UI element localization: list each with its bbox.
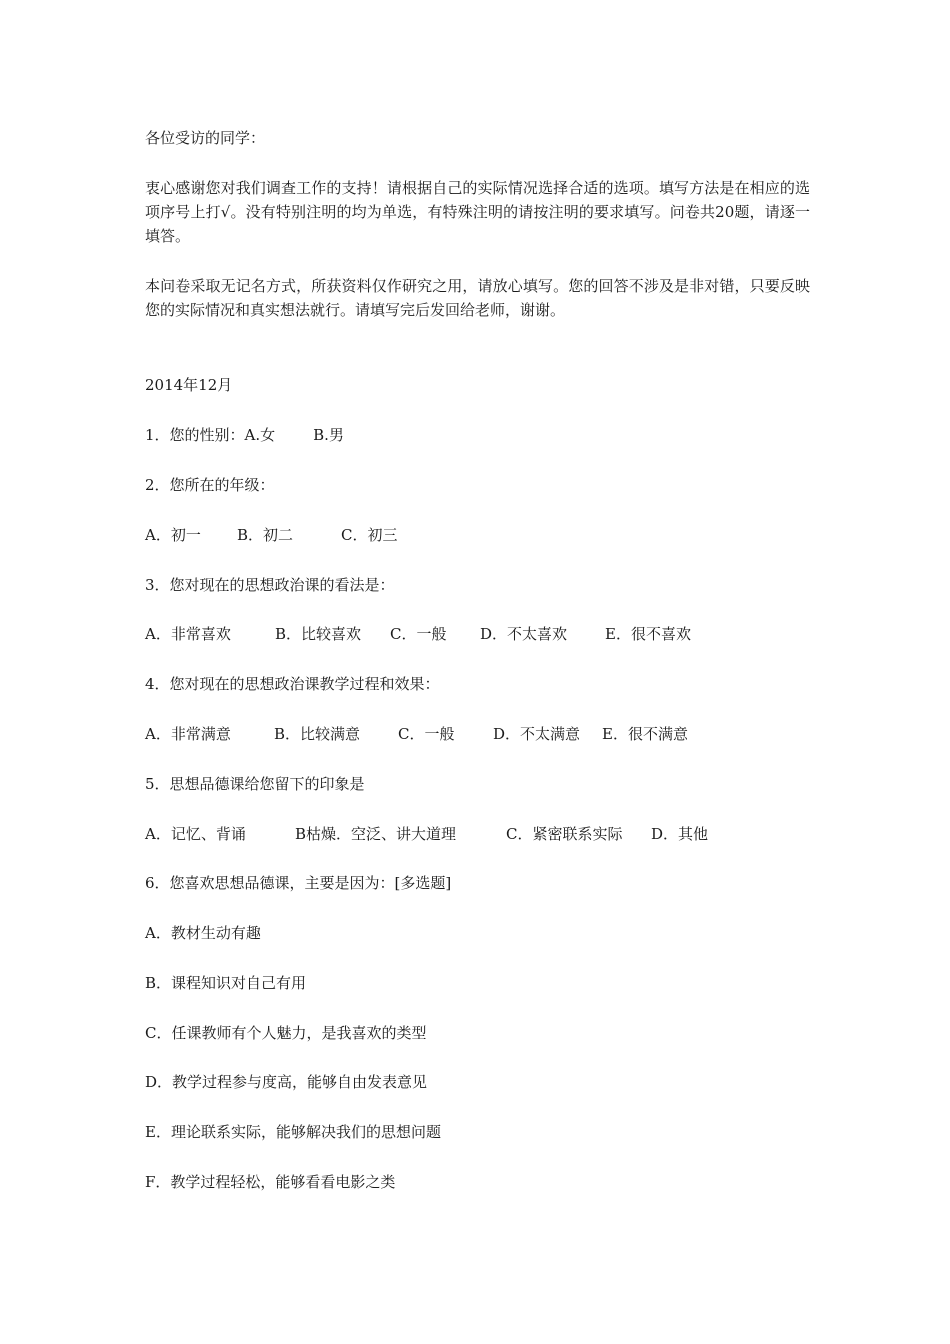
q4-option-a[interactable]: A．非常满意 [145, 725, 231, 743]
q2-option-b[interactable]: B．初二 [237, 526, 294, 544]
q6-option-d[interactable]: D．教学过程参与度高，能够自由发表意见 [145, 1073, 428, 1091]
question-4-text: 4．您对现在的思想政治课教学过程和效果： [145, 675, 440, 693]
q2-option-a[interactable]: A．初一 [145, 526, 201, 544]
q1-option-a[interactable]: A.女 [244, 426, 276, 444]
q4-option-d[interactable]: D．不太满意 [493, 725, 581, 743]
q6-option-e[interactable]: E．理论联系实际，能够解决我们的思想问题 [145, 1123, 441, 1141]
salutation: 各位受访的同学： [145, 129, 266, 147]
intro-paragraph-2: 本问卷采取无记名方式，所获资料仅作研究之用，请放心填写。您的回答不涉及是非对错，只要反映您的实际情况和真实想法就行。请填写完后发回给老师，谢谢。 [145, 277, 810, 319]
q6-option-a[interactable]: A．教材生动有趣 [145, 924, 261, 942]
q6-option-c[interactable]: C．任课教师有个人魅力，是我喜欢的类型 [145, 1024, 427, 1042]
q3-option-e[interactable]: E．很不喜欢 [605, 625, 691, 643]
q5-option-a[interactable]: A．记忆、背诵 [145, 825, 246, 843]
question-1-text: 1．您的性别： [145, 426, 245, 444]
q3-option-c[interactable]: C．一般 [390, 625, 447, 643]
q4-option-e[interactable]: E．很不满意 [602, 725, 688, 743]
q6-option-f[interactable]: F．教学过程轻松，能够看看电影之类 [145, 1173, 396, 1191]
q1-option-b[interactable]: B.男 [313, 426, 344, 444]
q4-option-b[interactable]: B．比较满意 [274, 725, 361, 743]
question-2-options [145, 524, 397, 546]
question-2-text: 2．您所在的年级： [145, 476, 275, 494]
q2-option-c[interactable]: C．初三 [341, 526, 398, 544]
q5-option-d[interactable]: D．其他 [651, 825, 709, 843]
q4-option-c[interactable]: C．一般 [398, 725, 455, 743]
survey-date: 2014年12月 [145, 376, 233, 394]
question-3-text: 3．您对现在的思想政治课的看法是： [145, 576, 395, 594]
question-5-text: 5．思想品德课给您留下的印象是 [145, 775, 365, 793]
question-4-options [145, 723, 688, 745]
question-3-options [145, 623, 691, 645]
q6-option-b[interactable]: B．课程知识对自己有用 [145, 974, 307, 992]
question-6-text: 6．您喜欢思想品德课，主要是因为：[多选题] [145, 874, 452, 892]
question-5-options [145, 823, 708, 845]
q3-option-a[interactable]: A．非常喜欢 [145, 625, 231, 643]
q5-option-b[interactable]: B枯燥．空泛、讲大道理 [295, 825, 457, 843]
q3-option-d[interactable]: D．不太喜欢 [480, 625, 568, 643]
question-1 [145, 424, 344, 446]
q3-option-b[interactable]: B．比较喜欢 [275, 625, 362, 643]
q5-option-c[interactable]: C．紧密联系实际 [506, 825, 623, 843]
intro-paragraph-1: 衷心感谢您对我们调查工作的支持！请根据自己的实际情况选择合适的选项。填写方法是在相应的选项序号上打√。没有特别注明的均为单选，有特殊注明的请按注明的要求填写。问卷共20题，请逐一填答。 [145, 179, 810, 245]
